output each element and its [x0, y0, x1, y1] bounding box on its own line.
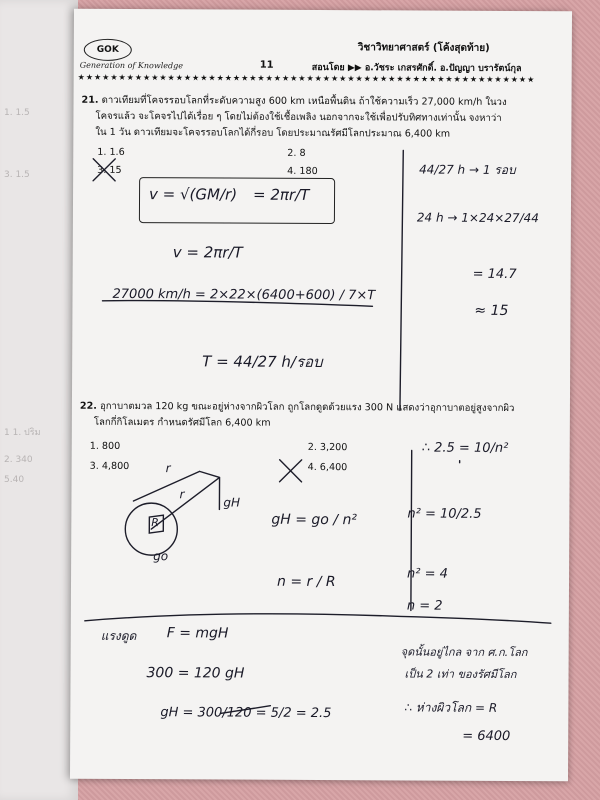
- handwritten-note: ∴ ห่างผิวโลก = R: [404, 700, 498, 715]
- previous-page-edge: [0, 0, 78, 800]
- question-text: อุกาบาตมวล 120 kg ขณะอยู่ห่างจากผิวโลก ถูกโลกดูดด้วยแรง 300 N แสดงว่าอุกาบาตอยู่สูงจากผิว: [99, 400, 515, 415]
- choice-4: 4. 180: [287, 165, 318, 177]
- horizontal-divider-line: [85, 613, 551, 623]
- question-number: 21.: [81, 94, 99, 106]
- gok-logo: GOK: [84, 39, 132, 61]
- question-text: โลกกี่กิโลเมตร กำหนดรัศมีโลก 6,400 km: [93, 416, 271, 429]
- handwritten-result: T = 44/27 h/รอบ: [202, 352, 323, 372]
- worksheet-page: [70, 9, 572, 782]
- handwritten-formula: v = √(GM/r): [149, 185, 238, 204]
- handwritten-step: n = 2: [406, 598, 443, 614]
- logo-subtitle: Generation of Knowledge: [79, 60, 184, 71]
- handwritten-label: แรงดูด: [100, 628, 137, 644]
- diagram-label: r: [179, 487, 185, 502]
- cross-mark: [280, 460, 302, 482]
- diagram-label: R: [151, 516, 160, 530]
- question-text: ดาวเทียมที่โคจรรอบโลกที่ระดับความสูง 600 km เหนือพื้นดิน ถ้าใช้ความเร็ว 27,000 km/h ในวง: [101, 94, 507, 108]
- cross-mark: [93, 159, 115, 181]
- handwritten-step: ∴ 2.5 = 10/n²: [421, 440, 509, 456]
- star-divider: ★★★★★★★★★★★★★★★★★★★★★★★★★★★★★★★★★★★★★★★★★★★★★★★★★★★★★★★★: [77, 72, 536, 85]
- handwritten-side-note: 44/27 h → 1 รอบ: [419, 162, 516, 178]
- handwritten-formula: 300 = 120 gH: [146, 665, 245, 682]
- handwritten-formula: = 2πr/T: [253, 185, 310, 204]
- handwritten-calculation: 27000 km/h = 2×22×(6400+600) / 7×T: [112, 286, 376, 304]
- question-number: 22.: [79, 400, 97, 412]
- question-text: โคจรแล้ว จะโคจรไปได้เรื่อย ๆ โดยไม่ต้องใช้เชื้อเพลิง นอกจากจะใช้เพื่อปรับทิศทางเท่านั้น จงหาว่า: [95, 110, 502, 124]
- handwritten-side-note: ≈ 15: [474, 302, 509, 319]
- vertical-divider-line: [400, 150, 403, 410]
- choice-3: 3. 4,800: [89, 460, 130, 472]
- ghost-text: 2. 340: [4, 455, 33, 465]
- diagram-label: go: [153, 549, 169, 564]
- question-text: ใน 1 วัน ดาวเทียมจะโคจรรอบโลกได้กี่รอบ โดยประมาณรัศมีโลกประมาณ 6,400 km: [95, 126, 451, 140]
- diagram-label: gH: [223, 495, 241, 510]
- handwritten-step: n² = 4: [407, 566, 448, 582]
- vertical-divider-line: [411, 450, 412, 610]
- handwritten-result: gH = 300/120 = 5/2 = 2.5: [160, 705, 332, 722]
- handwritten-note: เป็น 2 เท่า ของรัศมีโลก: [404, 667, 517, 682]
- ghost-text: 1 1. ปริม: [4, 428, 41, 438]
- question-22: [80, 399, 560, 434]
- handwritten-step: n² = 10/2.5: [407, 506, 482, 522]
- choice-2: 2. 8: [287, 147, 306, 159]
- handwritten-formula: gH = go / n²: [271, 511, 357, 529]
- choice-1: 1. 1.6: [97, 146, 125, 158]
- page-number: 11: [259, 59, 274, 71]
- ghost-text: 5.40: [4, 475, 25, 485]
- handwritten-formula: v = 2πr/T: [172, 243, 243, 262]
- handwritten-formula: F = mgH: [166, 625, 229, 642]
- author-line: สอนโดย ▶▶ อ.วัชระ เกสรศักดิ์. อ.ปัญญา บรารัตน์กุล: [311, 62, 522, 75]
- handwritten-side-note: = 14.7: [472, 266, 517, 283]
- choice-2: 2. 3,200: [307, 441, 348, 454]
- handwritten-formula: n = r / R: [276, 573, 336, 591]
- handwritten-note: จุดนั้นอยู่ไกล จาก ศ.ก.โลก: [400, 645, 528, 660]
- diagram-label: r: [165, 461, 171, 476]
- subject-title: วิชาวิทยาศาสตร์ (โค้งสุดท้าย): [357, 42, 490, 54]
- handwritten-note: = 6400: [462, 728, 511, 744]
- choice-4: 4. 6,400: [307, 461, 348, 474]
- ghost-text: 1. 1.5: [4, 108, 30, 118]
- choice-3: 3. 15: [97, 164, 122, 176]
- ghost-text: 3. 1.5: [4, 170, 30, 180]
- choice-1: 1. 800: [89, 440, 121, 452]
- handwritten-side-note: 24 h → 1×24×27/44: [416, 210, 539, 226]
